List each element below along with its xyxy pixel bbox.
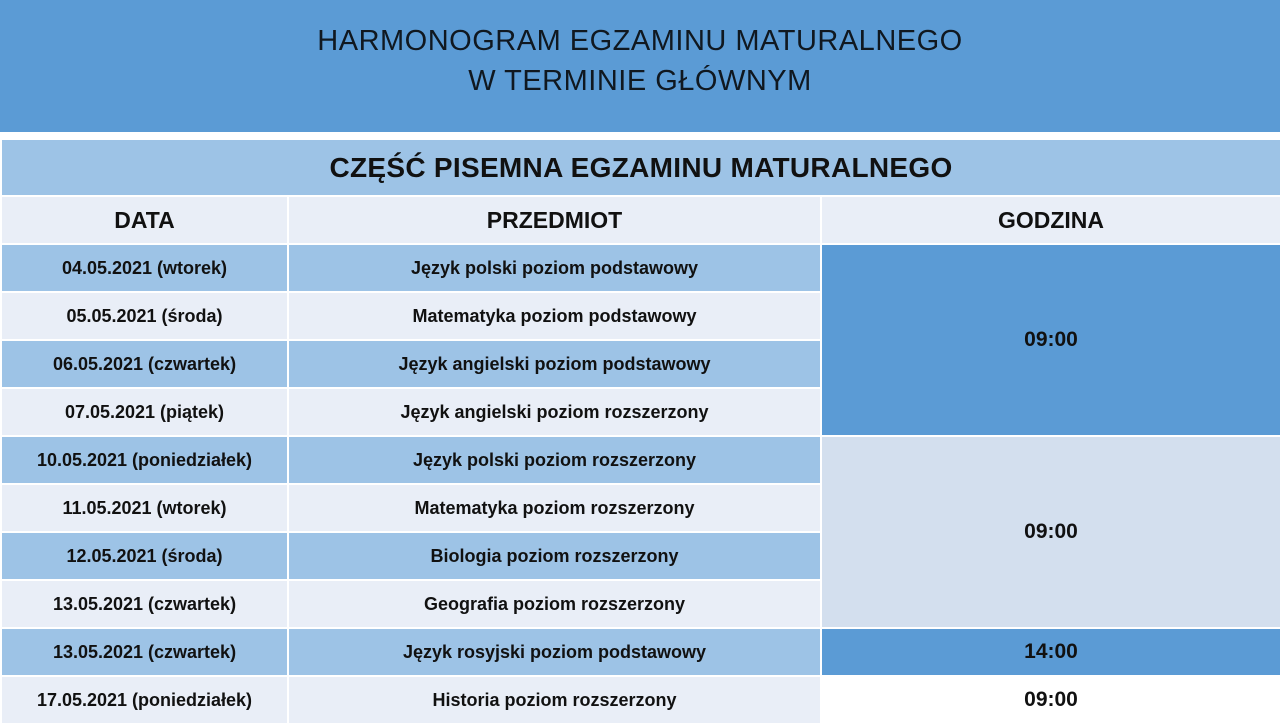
title-band — [0, 0, 1280, 132]
column-header-time: GODZINA — [821, 196, 1280, 244]
title-line-1: HARMONOGRAM EGZAMINU MATURALNEGO — [317, 25, 963, 57]
exam-date: 05.05.2021 (środa) — [1, 292, 288, 340]
section-header-row — [1, 139, 1280, 196]
exam-date: 13.05.2021 (czwartek) — [1, 628, 288, 676]
exam-time: 09:00 — [821, 676, 1280, 724]
exam-date: 17.05.2021 (poniedziałek) — [1, 676, 288, 724]
exam-date: 12.05.2021 (środa) — [1, 532, 288, 580]
exam-subject: Geografia poziom rozszerzony — [288, 580, 821, 628]
exam-date: 07.05.2021 (piątek) — [1, 388, 288, 436]
exam-time: 09:00 — [821, 244, 1280, 436]
table-row — [1, 244, 1280, 292]
exam-subject: Język polski poziom rozszerzony — [288, 436, 821, 484]
exam-time: 14:00 — [821, 628, 1280, 676]
exam-subject: Język angielski poziom podstawowy — [288, 340, 821, 388]
exam-subject: Biologia poziom rozszerzony — [288, 532, 821, 580]
exam-date: 13.05.2021 (czwartek) — [1, 580, 288, 628]
column-header-subject: PRZEDMIOT — [288, 196, 821, 244]
exam-date: 10.05.2021 (poniedziałek) — [1, 436, 288, 484]
column-header-date: DATA — [1, 196, 288, 244]
table-row — [1, 436, 1280, 484]
exam-subject: Język angielski poziom rozszerzony — [288, 388, 821, 436]
exam-subject: Język polski poziom podstawowy — [288, 244, 821, 292]
column-header-row — [1, 196, 1280, 244]
exam-subject: Historia poziom rozszerzony — [288, 676, 821, 724]
section-title: CZĘŚĆ PISEMNA EGZAMINU MATURALNEGO — [1, 139, 1280, 196]
exam-time: 09:00 — [821, 436, 1280, 628]
schedule-table — [0, 138, 1280, 725]
table-row — [1, 628, 1280, 676]
table-row — [1, 676, 1280, 724]
exam-subject: Język rosyjski poziom podstawowy — [288, 628, 821, 676]
title-line-2: W TERMINIE GŁÓWNYM — [468, 65, 812, 97]
exam-date: 11.05.2021 (wtorek) — [1, 484, 288, 532]
exam-subject: Matematyka poziom podstawowy — [288, 292, 821, 340]
exam-date: 06.05.2021 (czwartek) — [1, 340, 288, 388]
exam-date: 04.05.2021 (wtorek) — [1, 244, 288, 292]
exam-subject: Matematyka poziom rozszerzony — [288, 484, 821, 532]
